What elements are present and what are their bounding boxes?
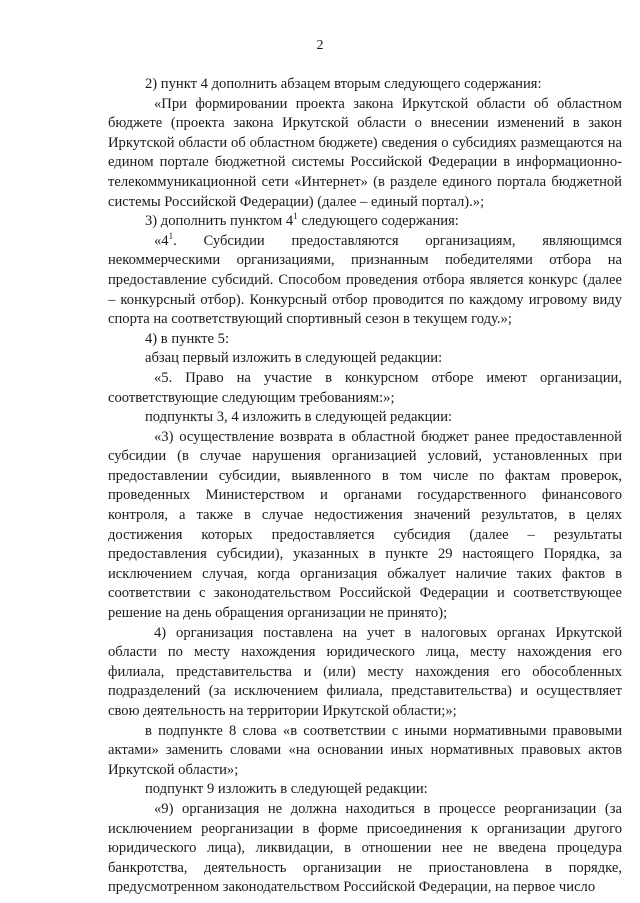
paragraph-item-3-quote: «$4^1$. Субсидии предоставляются организациям, являющимся некоммерческими организациями, признанным победителями отбора на предоставление субсидий. Способом проведения отбора является конкурс (далее – конкурсный отбор). Конкурсный отбор проводится по каждому игровому виду спорта на соответствующий спортивный сезон в текущем году.»; — [108, 230, 622, 328]
paragraph-subitems-3-4: подпункты 3, 4 изложить в следующей редакции: — [145, 409, 453, 426]
paragraph-item-5-quote: «5. Право на участие в конкурсном отборе имеют организации, соответствующие следующим требованиям:»; — [108, 369, 622, 406]
paragraph-item-4: 4) в пункте 5: — [145, 330, 230, 347]
paragraph-item-2-quote: «При формировании проекта закона Иркутской области об областном бюджете (проекта закона Иркутской области о внесении изменений в закон Иркутской области об областном бюджете) сведения о субсидиях размещаются на едином портале бюджетной системы Российской Федерации в информационно-телекоммуникационной сети «Интернет» (в разделе единого портала бюджетной системы Российской Федерации) (далее – единый портал).»; — [108, 95, 622, 210]
paragraph-subitem-4-quote: 4) организация поставлена на учет в налоговых органах Иркутской области по месту нахождения юридического лица, месту нахождения его филиала, представительства и (или) месту нахождения его обособленных подразделений (за исключением филиала, представительства) и осуществляет свою деятельность на территории Иркутской области;»; — [108, 624, 622, 719]
paragraph-item-2: 2) пункт 4 дополнить абзацем вторым следующего содержания: — [145, 76, 542, 92]
paragraph-subitem-9-quote: «9) организация не должна находиться в процессе реорганизации (за исключением реорганизации в форме присоединения к организации другого юридического лица), ликвидации, в отношении нее не введена процедура банкротства, деятельность организации не приостановлена в порядке, предусмотренном законодательством Российской Федерации, на первое число — [108, 800, 622, 896]
page-number: 2 — [316, 38, 324, 53]
paragraph-item-4-abzac: абзац первый изложить в следующей редакции: — [145, 350, 443, 367]
paragraph-subitem-8: в подпункте 8 слова «в соответствии с иными нормативными правовыми актами» заменить словами «на основании иных нормативных правовых актов Иркутской области»; — [108, 722, 622, 778]
paragraph-subitem-9: подпункт 9 изложить в следующей редакции: — [145, 781, 428, 798]
paragraph-item-3: 3) дополнить пунктом $4^1$ следующего содержания: — [145, 211, 459, 230]
paragraph-subitem-3-quote: «3) осуществление возврата в областной бюджет ранее предоставленной субсидии (в случае нарушения организацией условий, установленных при предоставлении субсидии, выявленного в том числе по фактам проверок, проведенных Министерством и органами государственного финансового контроля, а также в случае недостижения значений результатов, в целях достижения которых предоставляется субсидия (далее – результаты предоставления субсидии), указанных в пункте 29 настоящего Порядка, за исключением случая, когда организация обжалует наличие таких фактов в соответствии с законодательством Российской Федерации и соответствующее решение на день обращения организации не принято); — [108, 428, 622, 622]
document-body — [108, 75, 622, 898]
